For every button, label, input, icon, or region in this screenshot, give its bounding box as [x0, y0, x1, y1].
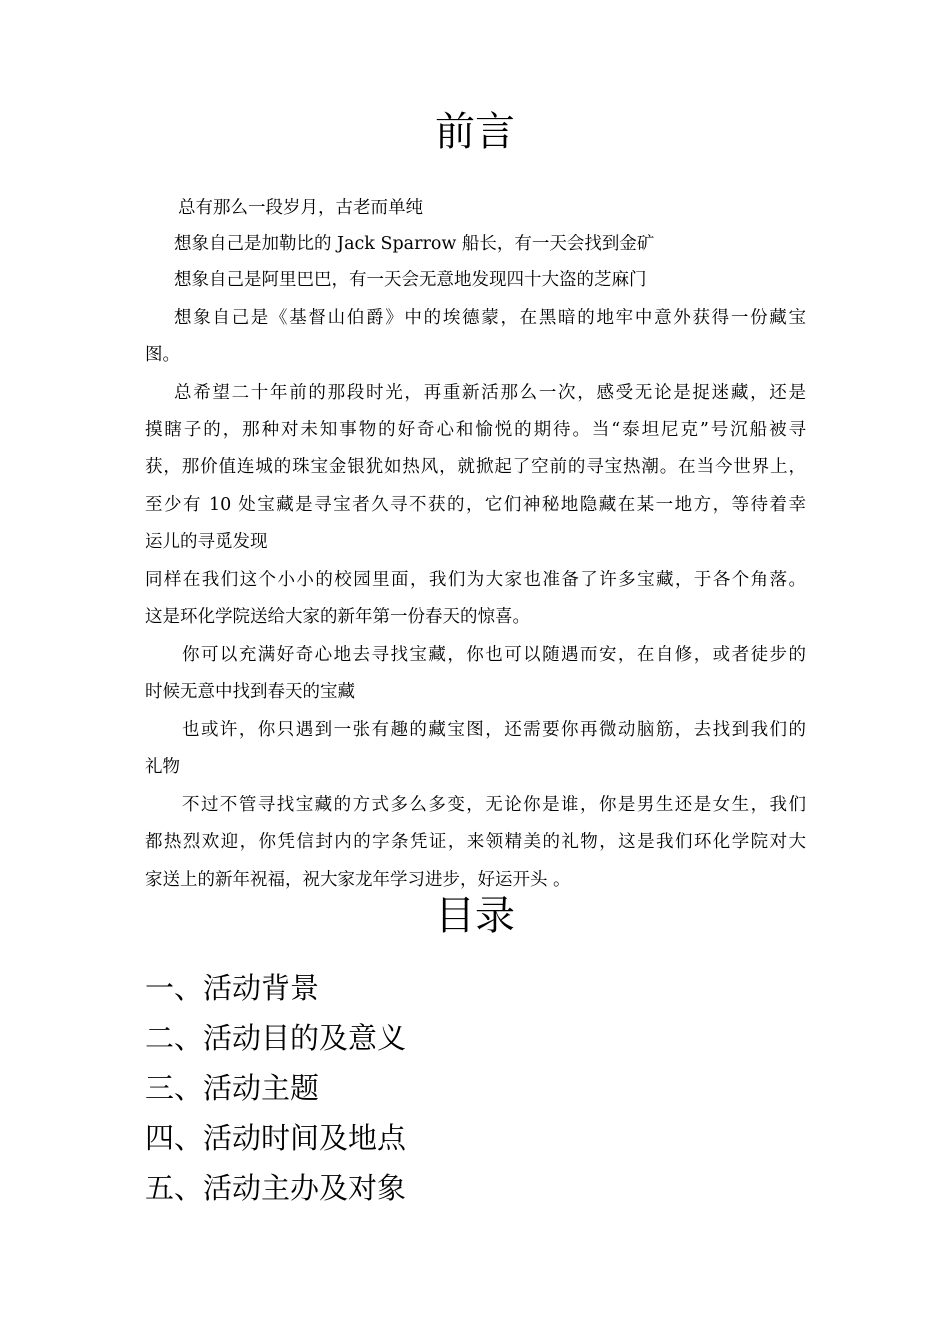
preface-line: 你可以充满好奇心地去寻找宝藏，你也可以随遇而安，在自修，或者徒步的 [182, 645, 806, 665]
preface-line: 这是环化学院送给大家的新年第一份春天的惊喜。 [145, 607, 530, 627]
preface-line: 运儿的寻觅发现 [145, 532, 268, 552]
preface-title: 前言 [435, 109, 515, 155]
preface-line: 至少有 10 处宝藏是寻宝者久寻不获的，它们神秘地隐藏在某一地方，等待着幸 [145, 495, 806, 515]
preface-line: 想象自己是加勒比的 Jack Sparrow 船长，有一天会找到金矿 [174, 234, 655, 254]
preface-line: 同样在我们这个小小的校园里面，我们为大家也准备了许多宝藏，于各个角落。 [145, 570, 806, 590]
preface-line: 总希望二十年前的那段时光，再重新活那么一次，感受无论是捉迷藏，还是 [174, 383, 806, 403]
toc-item: 二、活动目的及意义 [145, 1021, 407, 1055]
toc-item: 五、活动主办及对象 [145, 1171, 407, 1205]
preface-line: 图。 [145, 345, 180, 365]
preface-line: 获，那价值连城的珠宝金银犹如热风，就掀起了空前的寻宝热潮。在当今世界上， [145, 457, 806, 477]
preface-line: 礼物 [145, 757, 180, 777]
preface-line: 也或许，你只遇到一张有趣的藏宝图，还需要你再微动脑筋，去找到我们的 [182, 720, 806, 740]
preface-line: 想象自己是阿里巴巴，有一天会无意地发现四十大盗的芝麻门 [174, 270, 647, 290]
toc-item: 三、活动主题 [145, 1071, 320, 1105]
toc-item: 一、活动背景 [145, 971, 320, 1005]
preface-line: 总有那么一段岁月，古老而单纯 [178, 198, 423, 218]
preface-line: 时候无意中找到春天的宝藏 [145, 682, 355, 702]
preface-line: 摸瞎子的，那种对未知事物的好奇心和愉悦的期待。当“泰坦尼克”号沉船被寻 [145, 420, 806, 440]
preface-line: 家送上的新年祝福，祝大家龙年学习进步，好运开头 。 [145, 870, 571, 890]
preface-line: 不过不管寻找宝藏的方式多么多变，无论你是谁，你是男生还是女生，我们 [182, 795, 806, 815]
preface-line: 想象自己是《基督山伯爵》中的埃德蒙，在黑暗的地牢中意外获得一份藏宝 [174, 308, 806, 328]
toc-title: 目录 [435, 893, 515, 939]
preface-line: 都热烈欢迎，你凭信封内的字条凭证，来领精美的礼物，这是我们环化学院对大 [145, 832, 806, 852]
toc-item: 四、活动时间及地点 [145, 1121, 407, 1155]
